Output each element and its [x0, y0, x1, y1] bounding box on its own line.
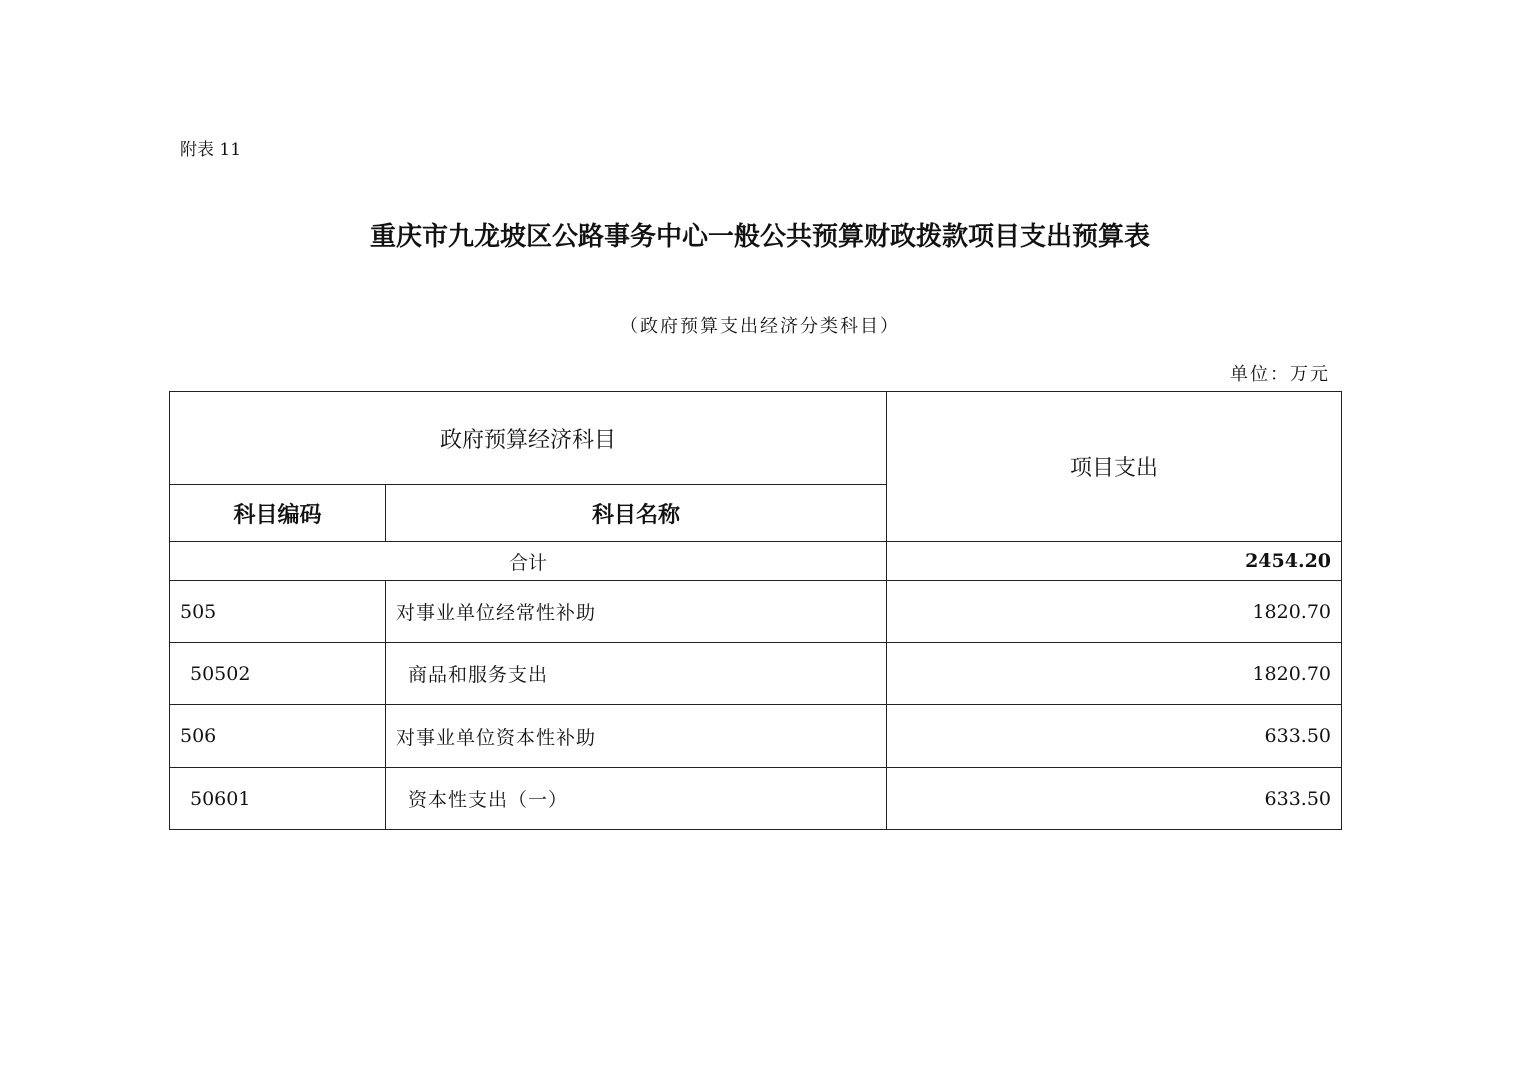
header-project-expense: 项目支出 [887, 392, 1342, 542]
table-row [170, 643, 1342, 705]
header-subject-name: 科目名称 [386, 485, 887, 542]
budget-table [169, 391, 1342, 830]
total-label: 合计 [170, 542, 887, 581]
total-row [170, 542, 1342, 581]
unit-label: 单位：万元 [1230, 364, 1330, 385]
subject-name: 商品和服务支出 [386, 643, 887, 705]
subject-name: 资本性支出（一） [386, 768, 887, 830]
project-amount: 633.50 [887, 768, 1342, 830]
subject-code: 506 [170, 705, 386, 768]
page-title: 重庆市九龙坡区公路事务中心一般公共预算财政拨款项目支出预算表 [369, 222, 1150, 252]
project-amount: 1820.70 [887, 581, 1342, 643]
page-subtitle: （政府预算支出经济分类科目） [620, 316, 900, 337]
table-row [170, 705, 1342, 768]
project-amount: 1820.70 [887, 643, 1342, 705]
subject-code: 505 [170, 581, 386, 643]
table-row [170, 768, 1342, 830]
total-value: 2454.20 [887, 542, 1342, 581]
header-row-group [170, 392, 1342, 485]
table-row [170, 581, 1342, 643]
subject-code: 50601 [170, 768, 386, 830]
header-economic-subject: 政府预算经济科目 [170, 392, 887, 485]
header-subject-code: 科目编码 [170, 485, 386, 542]
subject-code: 50502 [170, 643, 386, 705]
project-amount: 633.50 [887, 705, 1342, 768]
subject-name: 对事业单位资本性补助 [386, 705, 887, 768]
appendix-label: 附表 11 [180, 140, 242, 160]
subject-name: 对事业单位经常性补助 [386, 581, 887, 643]
